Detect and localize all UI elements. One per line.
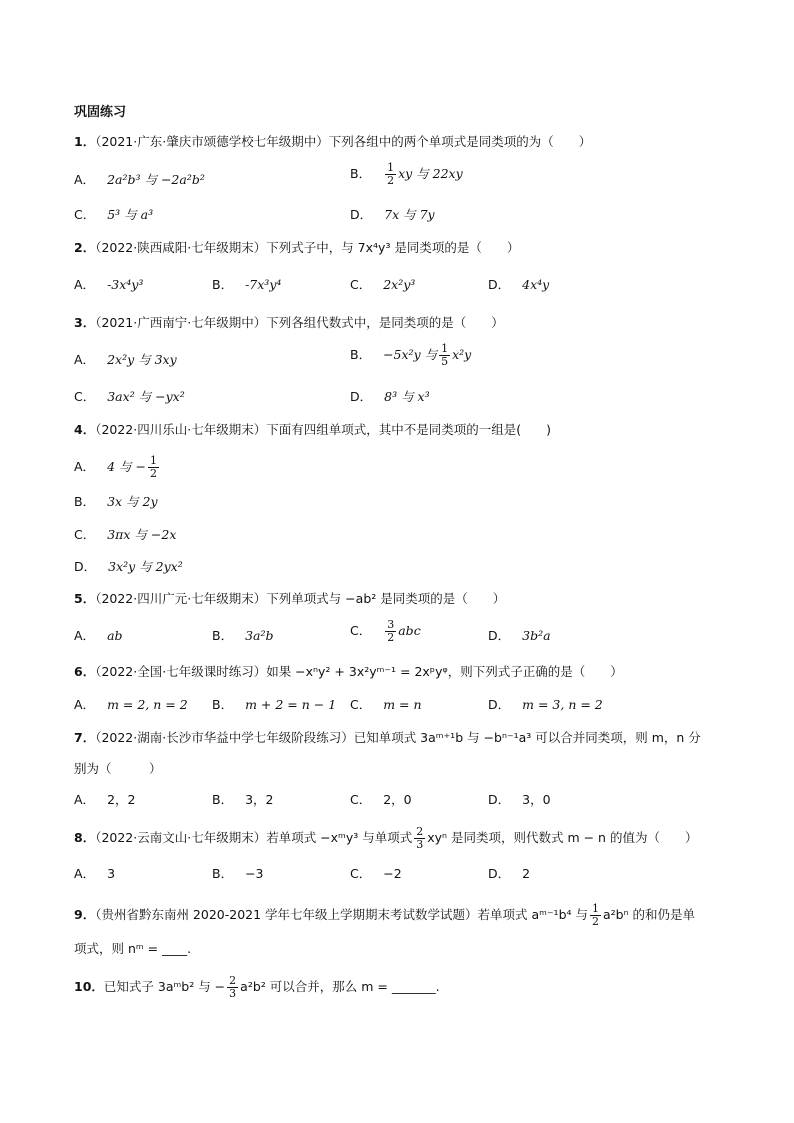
q4-option-b[interactable]: B． 3x 与 2y	[74, 494, 158, 509]
question-6: 6．（2022·全国·七年级课时练习）如果 −xⁿy² + 3x²yᵐ⁻¹ = 2xᵖyᵠ，则下列式子正确的是（ ）	[74, 664, 623, 679]
question-5: 5．（2022·四川广元·七年级期末）下列单项式与 −ab² 是同类项的是（ ）	[74, 591, 506, 606]
q7-option-d[interactable]: D． 3，0	[488, 792, 551, 807]
question-3: 3．（2021·广西南宁·七年级期中）下列各组代数式中，是同类项的是（ ）	[74, 315, 504, 330]
fraction: $\frac{1}{5}$	[441, 342, 449, 368]
fraction: $\frac{1}{2}$	[149, 454, 157, 480]
q6-option-b[interactable]: B． m + 2 = n − 1	[212, 697, 337, 712]
q1-option-b[interactable]: B． $\frac{1}{2}$ xy 与 22xy	[350, 161, 463, 187]
question-7: 7．（2022·湖南·长沙市华益中学七年级阶段练习）已知单项式 3aᵐ⁺¹b 与 −bⁿ⁻¹a³ 可以合并同类项，则 m，n 分	[74, 730, 701, 745]
q4-option-a[interactable]: A． 4 与 − $\frac{1}{2}$	[74, 454, 157, 480]
question-9-continued: 项式，则 nᵐ = ____.	[74, 941, 192, 956]
question-7-continued: 别为（ ）	[74, 761, 162, 776]
q1-option-a[interactable]: A． 2a²b³ 与 −2a²b²	[74, 172, 205, 187]
q1-option-c[interactable]: C． 5³ 与 a³	[74, 207, 154, 222]
q5-option-d[interactable]: D． 3b²a	[488, 628, 551, 643]
q6-option-d[interactable]: D． m = 3, n = 2	[488, 697, 603, 712]
q8-option-c[interactable]: C． −2	[350, 866, 402, 881]
q4-option-d[interactable]: D． 3x²y 与 2yx²	[74, 559, 183, 574]
question-10: 10．已知式子 3aᵐb² 与 − $\frac{2}{3}$ a²b² 可以合并，那么 m = _______.	[74, 974, 440, 1000]
q6-option-a[interactable]: A． m = 2, n = 2	[74, 697, 188, 712]
q7-option-b[interactable]: B． 3，2	[212, 792, 274, 807]
fraction: $\frac{2}{3}$	[416, 825, 424, 851]
q5-option-b[interactable]: B． 3a²b	[212, 628, 274, 643]
q2-option-c[interactable]: C． 2x²y³	[350, 277, 416, 292]
fraction: $\frac{3}{2}$	[387, 618, 395, 644]
q5-option-c[interactable]: C． $\frac{3}{2}$ abc	[350, 618, 421, 644]
fraction: $\frac{2}{3}$	[229, 974, 237, 1000]
fraction: $\frac{1}{2}$	[387, 161, 395, 187]
question-4: 4．（2022·四川乐山·七年级期末）下面有四组单项式，其中不是同类项的一组是( )	[74, 422, 551, 437]
question-1: 1．（2021·广东·肇庆市颂德学校七年级期中）下列各组中的两个单项式是同类项的为（ ）	[74, 134, 592, 149]
q8-option-b[interactable]: B． −3	[212, 866, 264, 881]
question-2: 2．（2022·陕西咸阳·七年级期末）下列式子中，与 7x⁴y³ 是同类项的是（ ）	[74, 240, 520, 255]
q8-option-a[interactable]: A． 3	[74, 866, 116, 881]
q5-option-a[interactable]: A． ab	[74, 628, 123, 643]
section-heading: 巩固练习	[74, 105, 127, 120]
q2-option-d[interactable]: D． 4x⁴y	[488, 277, 550, 292]
q1-option-d[interactable]: D． 7x 与 7y	[350, 207, 435, 222]
q2-option-a[interactable]: A． -3x⁴y³	[74, 277, 144, 292]
q2-option-b[interactable]: B． -7x³y⁴	[212, 277, 282, 292]
question-9: 9．（贵州省黔东南州 2020-2021 学年七年级上学期期末考试数学试题）若单项式 aᵐ⁻¹b⁴ 与 $\frac{1}{2}$ a²bⁿ 的和仍是单	[74, 902, 696, 928]
q7-option-c[interactable]: C． 2，0	[350, 792, 412, 807]
q3-option-a[interactable]: A． 2x²y 与 3xy	[74, 352, 177, 367]
q3-option-b[interactable]: B． −5x²y 与 $\frac{1}{5}$ x²y	[350, 342, 472, 368]
fraction: $\frac{1}{2}$	[591, 902, 599, 928]
question-8: 8．（2022·云南文山·七年级期末）若单项式 −xᵐy³ 与单项式 $\frac{2}{3}$ xyⁿ 是同类项，则代数式 m − n 的值为（ ）	[74, 825, 698, 851]
q6-option-c[interactable]: C． m = n	[350, 697, 422, 712]
q4-option-c[interactable]: C． 3πx 与 −2x	[74, 527, 177, 542]
q3-option-d[interactable]: D． 8³ 与 x³	[350, 389, 430, 404]
q8-option-d[interactable]: D． 2	[488, 866, 531, 881]
q3-option-c[interactable]: C． 3ax² 与 −yx²	[74, 389, 185, 404]
q7-option-a[interactable]: A． 2，2	[74, 792, 136, 807]
